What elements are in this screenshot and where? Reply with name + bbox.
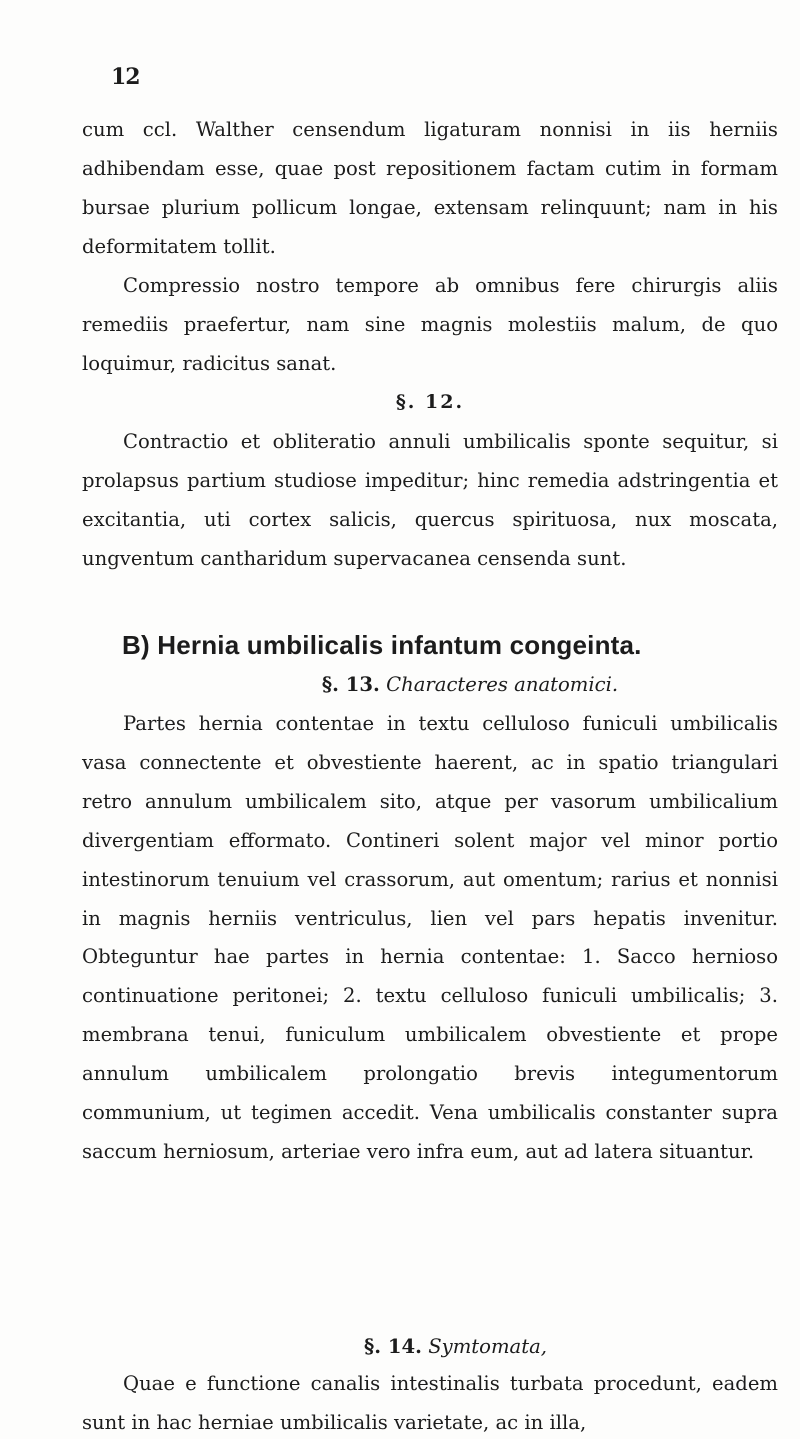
section-14-title: Symtomata, [428,1335,548,1358]
section-13-body [82,705,778,1172]
section-12-body [82,423,778,579]
chapter-b-heading: B) Hernia umbilicalis infantum congeinta. [122,630,642,660]
section-14-heading [82,1328,800,1367]
paragraph-text: Contractio et obliteratio annuli umbilicalis sponte sequitur, si prolapsus partium studiose impeditur; hinc remedia adstringentia et excitantia, uti cortex salicis, quercus spirituosa, nux moscata, ungventum cantharidum supervacanea censenda sunt. [82,430,778,570]
section-12-mark: §. 12. [395,391,465,413]
section-13-heading [82,666,800,705]
paragraph-text: Partes hernia contentae in textu celluloso funiculi umbilicalis vasa connectente et obvestiente haerent, ac in spatio triangulari retro annulum umbilicalem sito, atque per vasorum umbilicalium divergentiam efformato. Contineri solent major vel minor portio intestinorum tenuium vel crassorum, aut omentum; rarius et nonnisi in magnis herniis ventriculus, lien vel pars hepatis invenitur. Obteguntur hae partes in hernia contentae: 1. Sacco hernioso continuatione peritonei; 2. textu celluloso funiculi umbilicalis; 3. membrana tenui, funiculum umbilicalem obvestiente et prope annulum umbilicalem prolongatio brevis integumentorum communium, ut tegimen accedit. Vena umbilicalis constanter supra saccum herniosum, arteriae vero infra eum, aut ad latera situantur. [82,712,778,1163]
paragraph-text: Compressio nostro tempore ab omnibus fere chirurgis aliis remediis praefertur, nam sine magnis molestiis malum, de quo loquimur, radicitus sanat. [82,274,778,375]
section-13-title: Characteres anatomici. [386,673,619,696]
section-14-body [82,1365,778,1443]
paragraph-top-2 [82,267,778,384]
paragraph-text: Quae e functione canalis intestinalis turbata procedunt, eadem sunt in hac herniae umbilicalis varietate, ac in illa, [82,1372,778,1434]
section-13-number: §. 13. [321,673,380,696]
paragraph-text: cum ccl. Walther censendum ligaturam nonnisi in iis herniis adhibendam esse, quae post repositionem factam cutim in formam bursae plurium pollicum longae, extensam relinquunt; nam in his deformitatem tollit. [82,118,778,258]
section-14-number: §. 14. [364,1335,422,1358]
page-number: 12 [111,64,140,90]
paragraph-top-1 [82,111,778,267]
